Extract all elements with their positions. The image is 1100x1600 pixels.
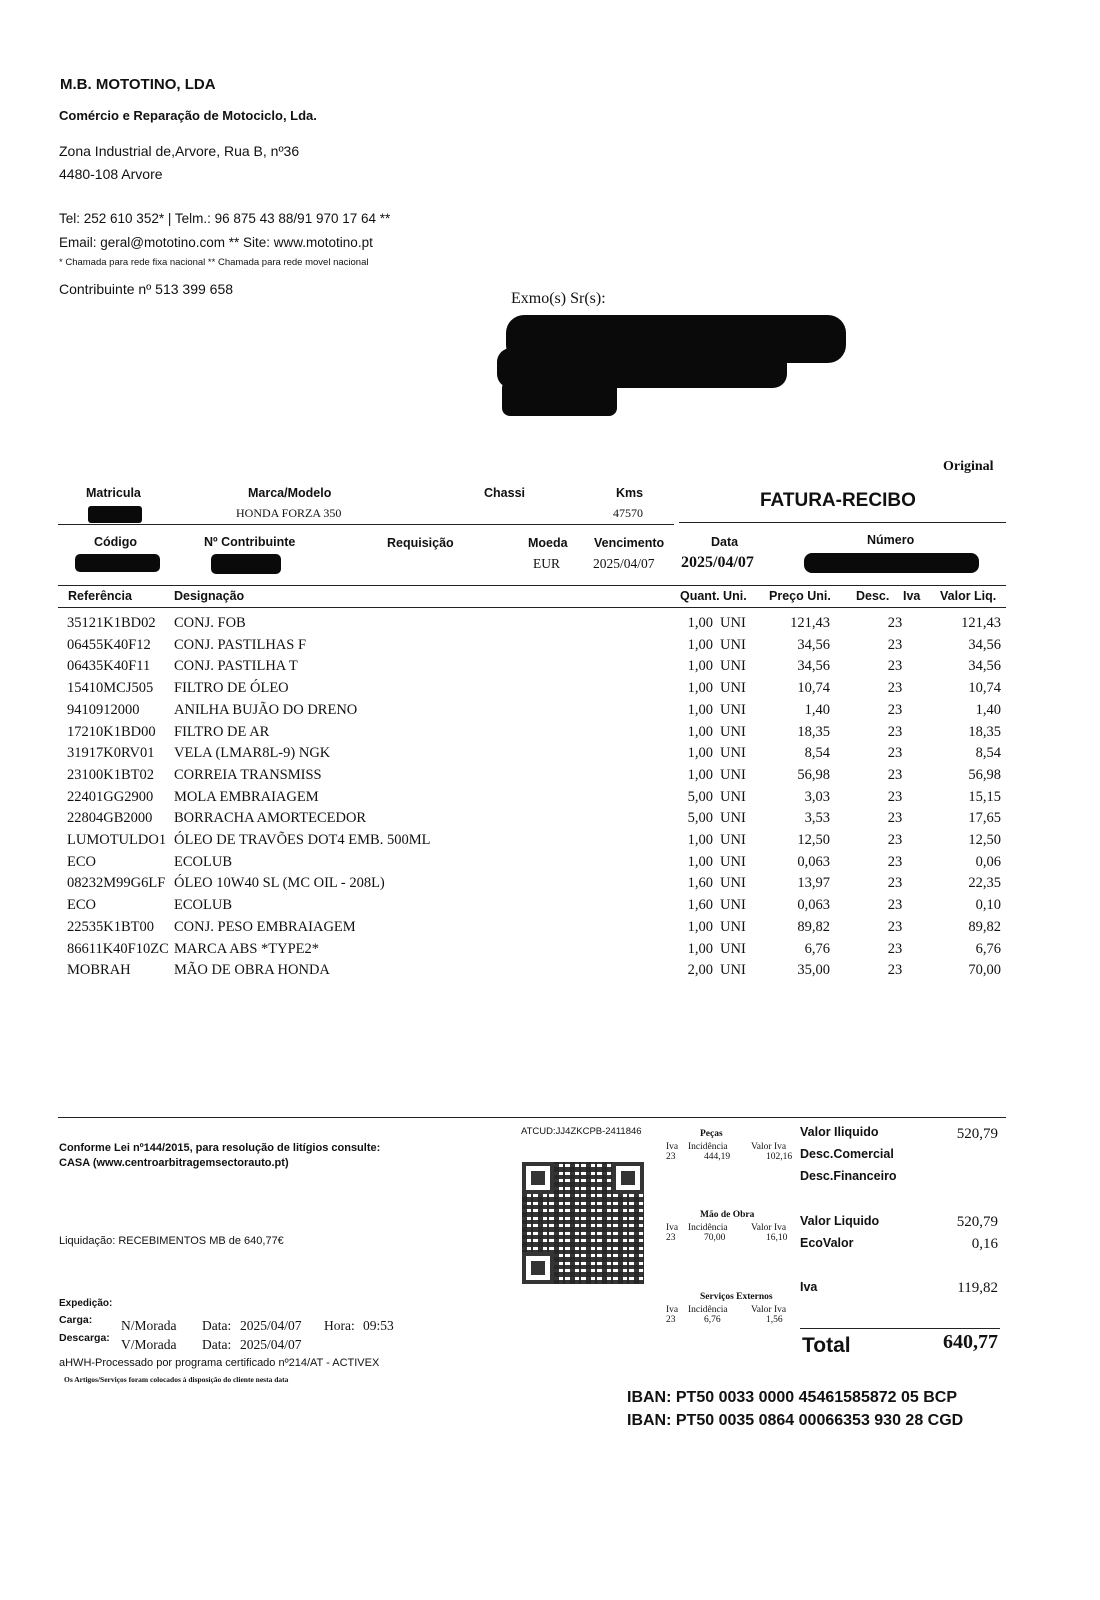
tax-group-title: Peças	[700, 1129, 723, 1139]
descarga-value: V/Morada	[121, 1337, 177, 1352]
qr-finder-icon	[522, 1252, 554, 1284]
company-phones: Tel: 252 610 352* | Telm.: 96 875 43 88/91 970 17 64 **	[59, 211, 391, 226]
valor-liquido-label: Valor Liquido	[800, 1214, 880, 1228]
carga-hora: 09:53	[363, 1318, 394, 1333]
cell-iva: 23	[887, 615, 903, 631]
cell-iva: 23	[887, 658, 903, 675]
tax-iva: 23	[666, 1152, 676, 1162]
cell-ref: 06435K40F11	[67, 658, 151, 675]
total-value: 640,77	[943, 1331, 998, 1353]
header-iva: Iva	[903, 589, 921, 603]
valor-iliquido: 520,79	[956, 1126, 998, 1142]
cell-price: 56,98	[797, 766, 830, 783]
matricula-label: Matricula	[86, 486, 141, 500]
cell-des: ECOLUB	[174, 853, 232, 870]
cell-uni: UNI	[720, 680, 746, 697]
cell-iva: 23	[887, 918, 903, 935]
divider-doc	[679, 522, 1006, 523]
cell-price: 121,43	[790, 615, 830, 631]
cell-iva: 23	[887, 962, 903, 979]
delivery-note: Os Artigos/Serviços foram colocados à disposição do cliente nesta data	[64, 1375, 289, 1384]
marca-value: HONDA FORZA 350	[236, 506, 342, 520]
cell-iva: 23	[887, 788, 903, 805]
cell-price: 3,53	[804, 810, 830, 827]
cell-iva: 23	[887, 940, 903, 957]
iban-cgd: IBAN: PT50 0035 0864 00066353 930 28 CGD	[627, 1412, 964, 1429]
cell-uni: UNI	[720, 745, 746, 762]
table-row	[0, 962, 1100, 983]
cell-qty: 1,00	[687, 940, 713, 957]
redacted-numero	[804, 553, 979, 573]
carga-data: 2025/04/07	[240, 1318, 302, 1333]
vencimento-value: 2025/04/07	[593, 556, 655, 571]
cell-price: 8,54	[804, 745, 830, 762]
data-label: Data	[711, 535, 739, 549]
cell-des: MOLA EMBRAIAGEM	[174, 788, 319, 805]
requisicao-label: Requisição	[387, 536, 454, 550]
cell-iva: 23	[887, 723, 903, 740]
cell-qty: 5,00	[687, 810, 713, 827]
table-row	[0, 680, 1100, 701]
tax-group-title: Mão de Obra	[700, 1210, 755, 1220]
iva-total: 119,82	[957, 1280, 998, 1296]
company-address-line2: 4480-108 Arvore	[59, 166, 163, 182]
contribuinte-label: Nº Contribuinte	[204, 535, 296, 549]
desc-financeiro-label: Desc.Financeiro	[800, 1169, 897, 1183]
tax-incidencia: 70,00	[704, 1233, 726, 1243]
header-referencia: Referência	[68, 589, 132, 603]
cell-qty: 1,60	[687, 897, 713, 914]
table-row	[0, 724, 1100, 745]
cell-des: FILTRO DE ÓLEO	[174, 680, 289, 697]
cell-ref: 15410MCJ505	[67, 680, 154, 697]
table-row	[0, 875, 1100, 896]
table-row	[0, 637, 1100, 658]
tax-col-incidencia: Incidência	[688, 1305, 728, 1315]
kms-label: Kms	[616, 486, 644, 500]
divider-meta	[58, 585, 1006, 586]
cell-price: 34,56	[797, 658, 830, 675]
cell-qty: 1,00	[687, 658, 713, 675]
cell-ref: 9410912000	[67, 701, 140, 718]
moeda-value: EUR	[533, 556, 560, 571]
cell-iva: 23	[887, 680, 903, 697]
codigo-label: Código	[94, 535, 138, 549]
tax-col-valor: Valor Iva	[751, 1142, 787, 1152]
cell-ref: 06455K40F12	[67, 636, 151, 653]
cell-ref: 31917K0RV01	[67, 745, 155, 762]
cell-qty: 1,00	[687, 680, 713, 697]
cell-uni: UNI	[720, 918, 746, 935]
cell-value: 0,10	[975, 897, 1001, 914]
tax-col-valor: Valor Iva	[751, 1223, 787, 1233]
carga-value: N/Morada	[121, 1318, 177, 1333]
cell-uni: UNI	[720, 766, 746, 783]
cell-des: ÓLEO DE TRAVÕES DOT4 EMB. 500ML	[174, 832, 431, 848]
marca-label: Marca/Modelo	[248, 486, 332, 500]
cell-ref: MOBRAH	[67, 962, 131, 979]
liquidacao: Liquidação: RECEBIMENTOS MB de 640,77€	[59, 1235, 284, 1247]
ecovalor: 0,16	[971, 1236, 998, 1252]
legal-note: Conforme Lei nº144/2015, para resolução de litígios consulte:	[59, 1142, 381, 1154]
table-row	[0, 810, 1100, 831]
cell-value: 70,00	[968, 962, 1001, 979]
call-note: * Chamada para rede fixa nacional ** Chamada para rede movel nacional	[59, 257, 369, 268]
cell-value: 10,74	[968, 680, 1001, 697]
cell-uni: UNI	[720, 832, 746, 848]
cell-iva: 23	[887, 766, 903, 783]
header-designacao: Designação	[174, 589, 245, 603]
cell-price: 3,03	[804, 788, 830, 805]
cell-price: 12,50	[797, 832, 830, 848]
cell-des: CONJ. PASTILHA T	[174, 658, 298, 675]
cell-price: 34,56	[797, 636, 830, 653]
cell-value: 12,50	[968, 832, 1001, 848]
ecovalor-label: EcoValor	[800, 1236, 854, 1250]
cell-des: ECOLUB	[174, 897, 232, 914]
qr-finder-icon	[612, 1162, 644, 1194]
cell-value: 6,76	[975, 940, 1001, 957]
table-row	[0, 745, 1100, 766]
cell-value: 56,98	[968, 766, 1001, 783]
company-address-line1: Zona Industrial de,Arvore, Rua B, nº36	[59, 143, 300, 159]
table-row	[0, 941, 1100, 962]
redacted-recipient-city	[502, 380, 617, 416]
cell-ref: 86611K40F10ZC	[67, 940, 169, 957]
table-row	[0, 919, 1100, 940]
company-email-site: Email: geral@mototino.com ** Site: www.mototino.pt	[59, 235, 373, 250]
cell-ref: 22535K1BT00	[67, 918, 154, 935]
vencimento-label: Vencimento	[594, 536, 665, 550]
cell-qty: 1,00	[687, 745, 713, 762]
cell-ref: 22804GB2000	[67, 810, 153, 827]
kms-value: 47570	[613, 506, 643, 520]
cell-qty: 1,00	[687, 701, 713, 718]
cell-ref: 17210K1BD00	[67, 723, 156, 740]
iban-bcp: IBAN: PT50 0033 0000 45461585872 05 BCP	[627, 1389, 957, 1406]
cell-uni: UNI	[720, 636, 746, 653]
header-quantidade: Quant. Uni.	[680, 589, 747, 603]
cell-iva: 23	[887, 636, 903, 653]
cell-value: 34,56	[968, 636, 1001, 653]
redacted-contribuinte	[211, 554, 281, 574]
cell-value: 121,43	[961, 615, 1001, 631]
tax-valor: 16,10	[766, 1233, 788, 1243]
cell-des: CONJ. FOB	[174, 615, 246, 631]
cell-price: 13,97	[797, 875, 830, 892]
company-name: M.B. MOTOTINO, LDA	[60, 76, 216, 93]
divider-table-header	[58, 607, 1006, 608]
cell-des: MÃO DE OBRA HONDA	[174, 962, 330, 979]
cell-ref: ECO	[67, 853, 96, 870]
cell-des: VELA (LMAR8L-9) NGK	[174, 745, 331, 762]
cell-uni: UNI	[720, 788, 746, 805]
certified-software: aHWH-Processado por programa certificado nº214/AT - ACTIVEX	[59, 1357, 380, 1369]
cell-value: 1,40	[975, 701, 1001, 718]
cell-ref: LUMOTULDO1	[67, 832, 167, 848]
tax-incidencia: 6,76	[704, 1315, 721, 1325]
cell-iva: 23	[887, 832, 903, 848]
cell-uni: UNI	[720, 810, 746, 827]
cell-iva: 23	[887, 701, 903, 718]
cell-value: 17,65	[968, 810, 1001, 827]
cell-qty: 1,00	[687, 723, 713, 740]
cell-qty: 5,00	[687, 788, 713, 805]
descarga-data-label: Data:	[202, 1337, 232, 1352]
tax-col-iva: Iva	[666, 1223, 679, 1233]
cell-price: 1,40	[804, 701, 830, 718]
table-row	[0, 658, 1100, 679]
header-desconto: Desc.	[856, 589, 890, 603]
cell-iva: 23	[887, 897, 903, 914]
tax-col-iva: Iva	[666, 1142, 679, 1152]
expedicao-label: Expedição:	[59, 1298, 113, 1309]
cell-ref: 22401GG2900	[67, 788, 154, 805]
cell-ref: 35121K1BD02	[67, 615, 156, 631]
iva-total-label: Iva	[800, 1280, 818, 1294]
divider-total	[800, 1328, 1000, 1329]
cell-qty: 1,00	[687, 832, 713, 848]
cell-qty: 2,00	[687, 962, 713, 979]
cell-des: BORRACHA AMORTECEDOR	[174, 810, 367, 827]
cell-des: FILTRO DE AR	[174, 723, 270, 740]
table-row	[0, 767, 1100, 788]
tax-col-incidencia: Incidência	[688, 1142, 728, 1152]
cell-iva: 23	[887, 810, 903, 827]
recipient-label: Exmo(s) Sr(s):	[511, 290, 606, 307]
descarga-data: 2025/04/07	[240, 1337, 302, 1352]
cell-qty: 1,00	[687, 853, 713, 870]
cell-ref: 08232M99G6LF	[67, 875, 166, 892]
cell-price: 89,82	[797, 918, 830, 935]
divider-vehicle	[58, 524, 674, 525]
moeda-label: Moeda	[528, 536, 568, 550]
carga-hora-label: Hora:	[324, 1318, 355, 1333]
tax-col-iva: Iva	[666, 1305, 679, 1315]
carga-data-label: Data:	[202, 1318, 232, 1333]
redacted-codigo	[75, 554, 160, 572]
header-valor: Valor Liq.	[940, 589, 997, 603]
cell-uni: UNI	[720, 615, 746, 631]
tax-col-incidencia: Incidência	[688, 1223, 728, 1233]
cell-des: CONJ. PASTILHAS F	[174, 636, 307, 653]
qr-code	[522, 1162, 644, 1284]
copy-label: Original	[943, 459, 994, 474]
cell-ref: 23100K1BT02	[67, 766, 154, 783]
cell-uni: UNI	[720, 875, 746, 892]
qr-finder-icon	[522, 1162, 554, 1194]
table-row	[0, 615, 1100, 636]
table-row	[0, 702, 1100, 723]
cell-price: 10,74	[797, 680, 830, 697]
cell-iva: 23	[887, 745, 903, 762]
cell-uni: UNI	[720, 723, 746, 740]
table-row	[0, 854, 1100, 875]
company-nif: Contribuinte nº 513 399 658	[59, 281, 234, 297]
cell-value: 15,15	[968, 788, 1001, 805]
cell-value: 0,06	[975, 853, 1001, 870]
cell-value: 89,82	[968, 918, 1001, 935]
cell-value: 8,54	[975, 745, 1001, 762]
descarga-label: Descarga:	[59, 1332, 110, 1344]
cell-iva: 23	[887, 853, 903, 870]
data-value: 2025/04/07	[681, 554, 754, 571]
cell-price: 18,35	[797, 723, 830, 740]
cell-ref: ECO	[67, 897, 96, 914]
cell-qty: 1,00	[687, 918, 713, 935]
cell-price: 0,063	[797, 897, 830, 914]
tax-incidencia: 444,19	[704, 1152, 731, 1162]
numero-label: Número	[867, 533, 915, 547]
tax-col-valor: Valor Iva	[751, 1305, 787, 1315]
cell-value: 18,35	[968, 723, 1001, 740]
table-row	[0, 789, 1100, 810]
cell-uni: UNI	[720, 962, 746, 979]
tax-valor: 102,16	[766, 1152, 793, 1162]
tax-iva: 23	[666, 1315, 676, 1325]
divider-footer	[58, 1117, 1006, 1118]
cell-des: ANILHA BUJÃO DO DRENO	[174, 701, 358, 718]
cell-uni: UNI	[720, 897, 746, 914]
cell-uni: UNI	[720, 701, 746, 718]
tax-valor: 1,56	[766, 1315, 783, 1325]
cell-value: 34,56	[968, 658, 1001, 675]
cell-uni: UNI	[720, 658, 746, 675]
tax-iva: 23	[666, 1233, 676, 1243]
cell-qty: 1,60	[687, 875, 713, 892]
document-type: FATURA-RECIBO	[760, 490, 916, 511]
cell-qty: 1,00	[687, 636, 713, 653]
cell-price: 35,00	[797, 962, 830, 979]
cell-des: MARCA ABS *TYPE2*	[174, 940, 320, 957]
carga-label: Carga:	[59, 1314, 93, 1326]
atcud: ATCUD:JJ4ZKCPB-2411846	[521, 1126, 642, 1137]
cell-des: CORREIA TRANSMISS	[174, 766, 322, 783]
cell-des: ÓLEO 10W40 SL (MC OIL - 208L)	[174, 875, 385, 892]
header-preco: Preço Uni.	[769, 589, 831, 603]
table-row	[0, 897, 1100, 918]
valor-iliquido-label: Valor Iliquido	[800, 1125, 879, 1139]
cell-qty: 1,00	[687, 766, 713, 783]
cell-uni: UNI	[720, 940, 746, 957]
cell-price: 6,76	[804, 940, 830, 957]
cell-qty: 1,00	[687, 615, 713, 631]
valor-liquido: 520,79	[956, 1214, 998, 1230]
chassi-label: Chassi	[484, 486, 525, 500]
cell-uni: UNI	[720, 853, 746, 870]
company-subtitle: Comércio e Reparação de Motociclo, Lda.	[59, 108, 317, 123]
desc-comercial-label: Desc.Comercial	[800, 1147, 894, 1161]
cell-price: 0,063	[797, 853, 830, 870]
cell-value: 22,35	[968, 875, 1001, 892]
cell-iva: 23	[887, 875, 903, 892]
cell-des: CONJ. PESO EMBRAIAGEM	[174, 918, 356, 935]
table-row	[0, 832, 1100, 853]
redacted-matricula	[88, 506, 142, 523]
casa-note: CASA (www.centroarbitragemsectorauto.pt)	[59, 1157, 289, 1169]
total-label: Total	[802, 1334, 851, 1357]
tax-group-title: Serviços Externos	[700, 1292, 773, 1302]
